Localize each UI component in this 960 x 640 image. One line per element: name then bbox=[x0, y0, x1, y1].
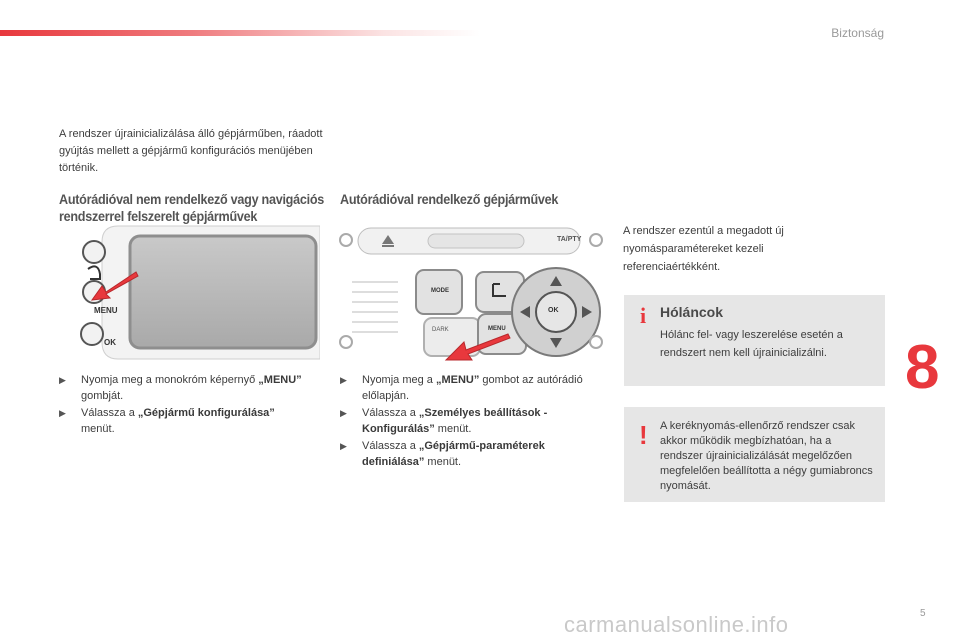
bullet-arrow-icon: ▶ bbox=[340, 441, 347, 451]
bullet-arrow-icon: ▶ bbox=[59, 375, 66, 385]
list-item: ▶ Válassza a „Gépjármű konfigurálása” menüt. bbox=[59, 407, 275, 435]
intro-paragraph: A rendszer újrainicializálása álló gépjárműben, ráadott gyújtás mellett a gépjármű konfigurációs menüjében történik. bbox=[59, 128, 323, 174]
right-heading: Autórádióval rendelkező gépjárművek bbox=[340, 191, 559, 207]
warning-box-text: A keréknyomás-ellenőrző rendszer csak akkor működik megbízhatóan, ha a rendszer újrainicializálását megelőzően megfelelően beállította a négy gumiabroncs nyomását. bbox=[660, 420, 873, 492]
info-icon: i bbox=[640, 303, 647, 328]
list-item: ▶ Válassza a „Személyes beállítások - Konfigurálás” menüt. bbox=[340, 407, 548, 435]
list-item: ▶ Válassza a „Gépjármű-paraméterek definiálása” menüt. bbox=[340, 440, 545, 468]
chapter-number: 8 bbox=[905, 333, 940, 402]
list-item: ▶ Nyomja meg a „MENU” gombot az autórádió előlapján. bbox=[340, 374, 583, 402]
info-box bbox=[624, 295, 885, 386]
mode-button-label: MODE bbox=[431, 288, 449, 294]
aside-paragraph: A rendszer ezentúl a megadott új nyomásparamétereket kezeli referenciaértékként. bbox=[623, 225, 784, 273]
bullet-arrow-icon: ▶ bbox=[59, 408, 66, 418]
warning-icon: ! bbox=[639, 420, 648, 450]
left-steps-list bbox=[59, 372, 309, 438]
page-number: 5 bbox=[920, 608, 926, 619]
radio-menu-button-label: MENU bbox=[488, 326, 506, 332]
menu-button-label: MENU bbox=[94, 306, 118, 315]
ta-pty-label: TA/PTY bbox=[557, 236, 582, 243]
info-box-text: Hólánc fel- vagy leszerelése esetén a rendszert nem kell újrainicializálni. bbox=[660, 329, 843, 359]
left-heading: Autórádióval nem rendelkező vagy navigációs rendszerrel felszerelt gépjárművek bbox=[59, 191, 324, 224]
warning-box bbox=[624, 407, 885, 502]
bullet-arrow-icon: ▶ bbox=[340, 408, 347, 418]
bullet-arrow-icon: ▶ bbox=[340, 375, 347, 385]
ok-button-label: OK bbox=[104, 338, 116, 347]
section-title: Biztonság bbox=[831, 26, 884, 40]
info-box-title: Hóláncok bbox=[660, 304, 724, 320]
list-item: ▶ Nyomja meg a monokróm képernyő „MENU” gombját. bbox=[59, 374, 302, 402]
dark-button-label: DARK bbox=[432, 327, 449, 333]
watermark: carmanualsonline.info bbox=[564, 612, 789, 637]
radio-ok-button-label: OK bbox=[548, 307, 559, 314]
header-accent-bar bbox=[0, 30, 480, 36]
radio-panel-illustration bbox=[338, 222, 604, 372]
right-steps-list bbox=[340, 372, 590, 471]
